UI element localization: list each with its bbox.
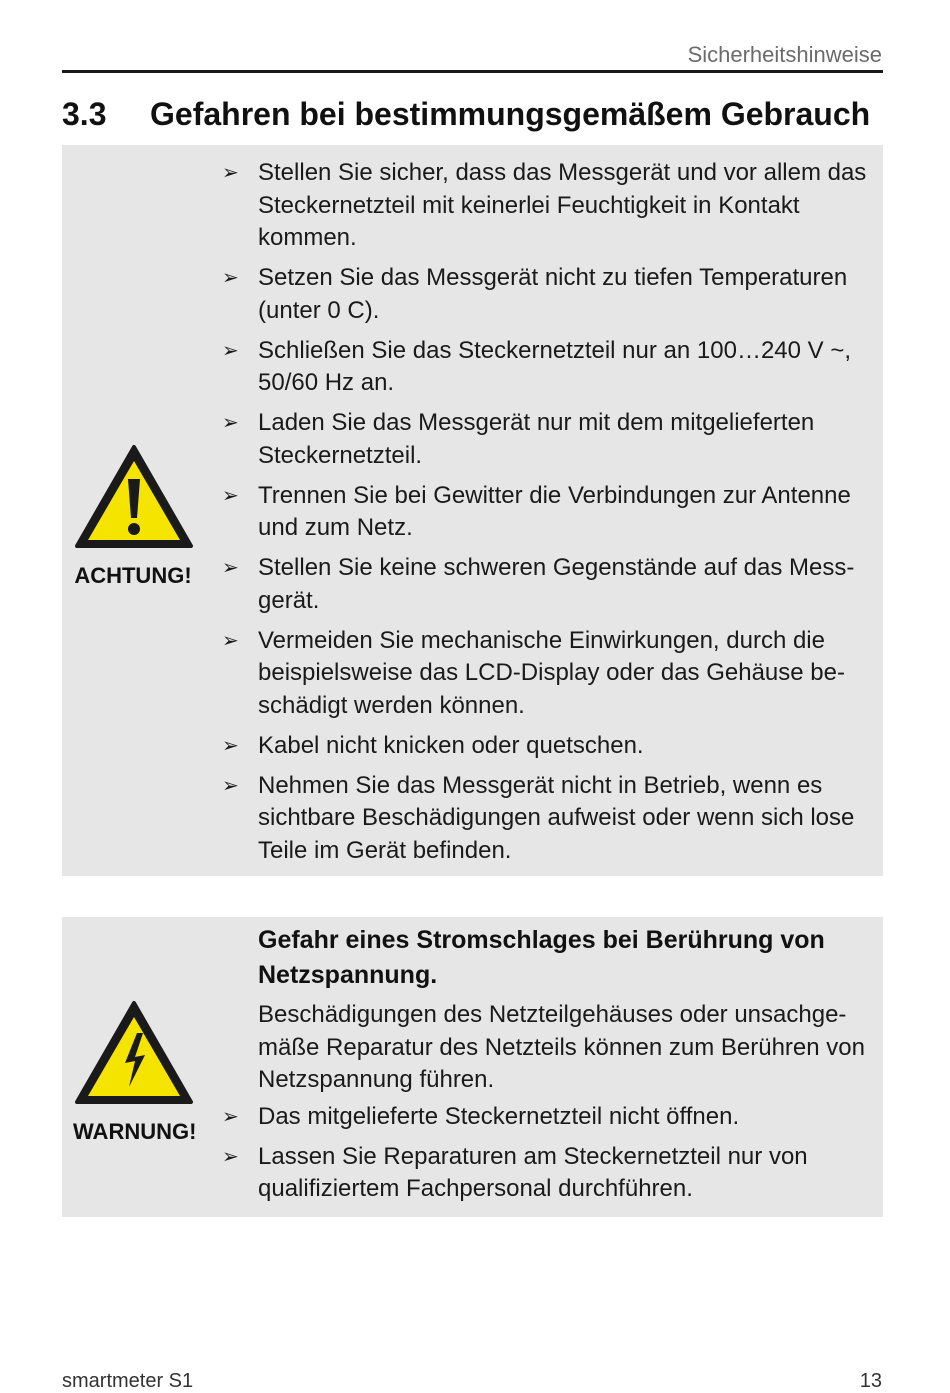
arrow-bullet-icon: ➢ bbox=[222, 774, 239, 797]
arrow-bullet-icon: ➢ bbox=[222, 267, 239, 289]
list-item: ➢ Trennen Sie bei Gewitter die Verbindungen zur Antenne und zum Netz. bbox=[222, 481, 851, 541]
list-item: ➢ Schließen Sie das Steckernetzteil nur an 100…240 V ~, 50/60 Hz an. bbox=[222, 336, 852, 396]
warning-box bbox=[62, 917, 883, 1217]
list-item: ➢ Kabel nicht knicken oder quetschen. bbox=[220, 730, 873, 763]
list-item: ➢ Lassen Sie Reparaturen am Steckernetzteil nur von qualifiziertem Fachpersonal durchführen. bbox=[222, 1142, 808, 1202]
arrow-bullet-icon: ➢ bbox=[222, 557, 239, 579]
arrow-bullet-icon: ➢ bbox=[222, 339, 239, 362]
warning-label: WARNUNG! bbox=[73, 1119, 197, 1144]
arrow-bullet-icon: ➢ bbox=[222, 1105, 239, 1128]
list-item: ➢ Nehmen Sie das Messgerät nicht in Betrieb, wenn es sichtbare Beschädigungen aufweist oder wenn sich lose Teile im Gerät befinden. bbox=[222, 771, 855, 864]
caution-label: ACHTUNG! bbox=[74, 563, 192, 588]
section-heading bbox=[62, 96, 870, 133]
warning-paragraph: Beschädigungen des Netzteilgehäuses oder unsachge- mäße Reparatur des Netzteils können zum Berühren von Netzspannung führen. bbox=[258, 1001, 865, 1093]
arrow-bullet-icon: ➢ bbox=[222, 162, 239, 184]
arrow-bullet-icon: ➢ bbox=[222, 484, 239, 507]
warning-bullet-list bbox=[220, 1101, 873, 1206]
arrow-bullet-icon: ➢ bbox=[222, 734, 239, 757]
header-divider bbox=[62, 70, 883, 73]
list-item: ➢ Das mitgelieferte Steckernetzteil nicht öffnen. bbox=[220, 1101, 873, 1134]
warning-heading: Gefahr eines Stromschlages bei Berührung von Netzspannung. bbox=[258, 926, 825, 989]
list-item: ➢ Setzen Sie das Messgerät nicht zu tiefen Temperaturen (unter 0 C). bbox=[222, 264, 848, 324]
running-header: Sicherheitshinweise bbox=[687, 42, 882, 67]
exclamation-warning-triangle-icon bbox=[73, 443, 195, 551]
caution-content bbox=[220, 157, 873, 875]
caution-sign bbox=[73, 443, 193, 589]
footer-product-name: smartmeter S1 bbox=[62, 1370, 194, 1392]
caution-bullet-list bbox=[220, 157, 873, 867]
footer-page-number: 13 bbox=[859, 1370, 882, 1392]
list-item: ➢ Stellen Sie keine schweren Gegenstände auf das Mess- gerät. bbox=[222, 554, 855, 614]
warning-sign bbox=[73, 999, 197, 1145]
section-title: Gefahren bei bestimmungsgemäßem Gebrauch bbox=[150, 96, 871, 132]
arrow-bullet-icon: ➢ bbox=[222, 412, 239, 434]
section-number: 3.3 bbox=[62, 96, 107, 132]
arrow-bullet-icon: ➢ bbox=[222, 1145, 239, 1168]
high-voltage-warning-triangle-icon bbox=[73, 999, 195, 1107]
list-item: ➢ Laden Sie das Messgerät nur mit dem mitgelieferten Steckernetzteil. bbox=[222, 409, 815, 469]
caution-box bbox=[62, 145, 883, 876]
list-item: ➢ Stellen Sie sicher, dass das Messgerät und vor allem das Steckernetzteil mit keinerlei Feuchtigkeit in Kontakt kommen. bbox=[222, 159, 867, 251]
arrow-bullet-icon: ➢ bbox=[222, 629, 239, 652]
list-item: ➢ Vermeiden Sie mechanische Einwirkungen, durch die beispielsweise das LCD-Display oder das Gehäuse be- schädigt werden können. bbox=[222, 626, 845, 719]
warning-content bbox=[220, 923, 873, 1213]
